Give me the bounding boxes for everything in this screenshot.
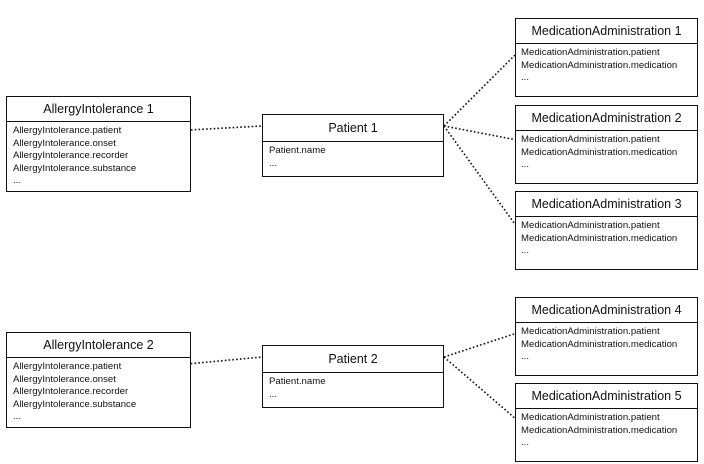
field-item: ...: [269, 388, 277, 400]
field-item: ...: [13, 411, 21, 423]
field-item: AllergyIntolerance.patient: [13, 361, 122, 372]
field-list: [516, 131, 697, 172]
field-list: [516, 44, 697, 85]
field-item: ...: [13, 175, 21, 187]
connector-patient2-med4: [444, 333, 517, 357]
field-item: MedicationAdministration.patient: [521, 412, 660, 423]
box-title: MedicationAdministration 2: [516, 106, 697, 131]
medication-administration-box: [515, 105, 698, 184]
field-item: MedicationAdministration.medication: [521, 232, 678, 244]
field-item: AllergyIntolerance.recorder: [13, 386, 129, 398]
connector-patient1-med3: [444, 126, 517, 227]
field-item: MedicationAdministration.medication: [521, 59, 678, 71]
field-item: MedicationAdministration.patient: [521, 134, 660, 145]
field-item: MedicationAdministration.patient: [521, 326, 660, 337]
field-item: ...: [521, 351, 529, 363]
field-list: [7, 358, 190, 424]
box-title: Patient 1: [263, 115, 443, 142]
connector-patient2-med5: [444, 357, 517, 420]
box-title: MedicationAdministration 3: [516, 192, 697, 217]
field-item: MedicationAdministration.medication: [521, 338, 678, 350]
box-title: MedicationAdministration 5: [516, 384, 697, 409]
connector-patient1-med1: [444, 53, 517, 126]
field-item: AllergyIntolerance.onset: [13, 373, 116, 385]
field-item: AllergyIntolerance.recorder: [13, 150, 129, 162]
field-item: AllergyIntolerance.onset: [13, 137, 116, 149]
box-title: AllergyIntolerance 2: [7, 333, 190, 358]
field-item: Patient.name: [269, 145, 326, 156]
field-list: [516, 217, 697, 258]
field-item: Patient.name: [269, 376, 326, 387]
field-item: MedicationAdministration.patient: [521, 47, 660, 58]
medication-administration-box: [515, 18, 698, 97]
field-item: AllergyIntolerance.patient: [13, 125, 122, 136]
connector-patient1-med2: [444, 126, 517, 140]
patient-box: [262, 345, 444, 408]
field-item: MedicationAdministration.medication: [521, 424, 678, 436]
field-item: ...: [269, 157, 277, 169]
allergy-intolerance-box: [6, 332, 191, 428]
field-item: ...: [521, 72, 529, 84]
field-item: AllergyIntolerance.substance: [13, 162, 137, 174]
field-item: AllergyIntolerance.substance: [13, 398, 137, 410]
box-title: Patient 2: [263, 346, 443, 373]
patient-box: [262, 114, 444, 177]
field-item: ...: [521, 245, 529, 257]
field-item: MedicationAdministration.medication: [521, 146, 678, 158]
medication-administration-box: [515, 383, 698, 462]
field-item: MedicationAdministration.patient: [521, 220, 660, 231]
box-title: MedicationAdministration 4: [516, 298, 697, 323]
box-title: MedicationAdministration 1: [516, 19, 697, 44]
field-item: ...: [521, 159, 529, 171]
field-list: [7, 122, 190, 188]
field-list: [263, 373, 443, 401]
box-title: AllergyIntolerance 1: [7, 97, 190, 122]
allergy-intolerance-box: [6, 96, 191, 192]
medication-administration-box: [515, 297, 698, 376]
field-list: [516, 323, 697, 364]
field-item: ...: [521, 437, 529, 449]
medication-administration-box: [515, 191, 698, 270]
field-list: [516, 409, 697, 450]
field-list: [263, 142, 443, 170]
